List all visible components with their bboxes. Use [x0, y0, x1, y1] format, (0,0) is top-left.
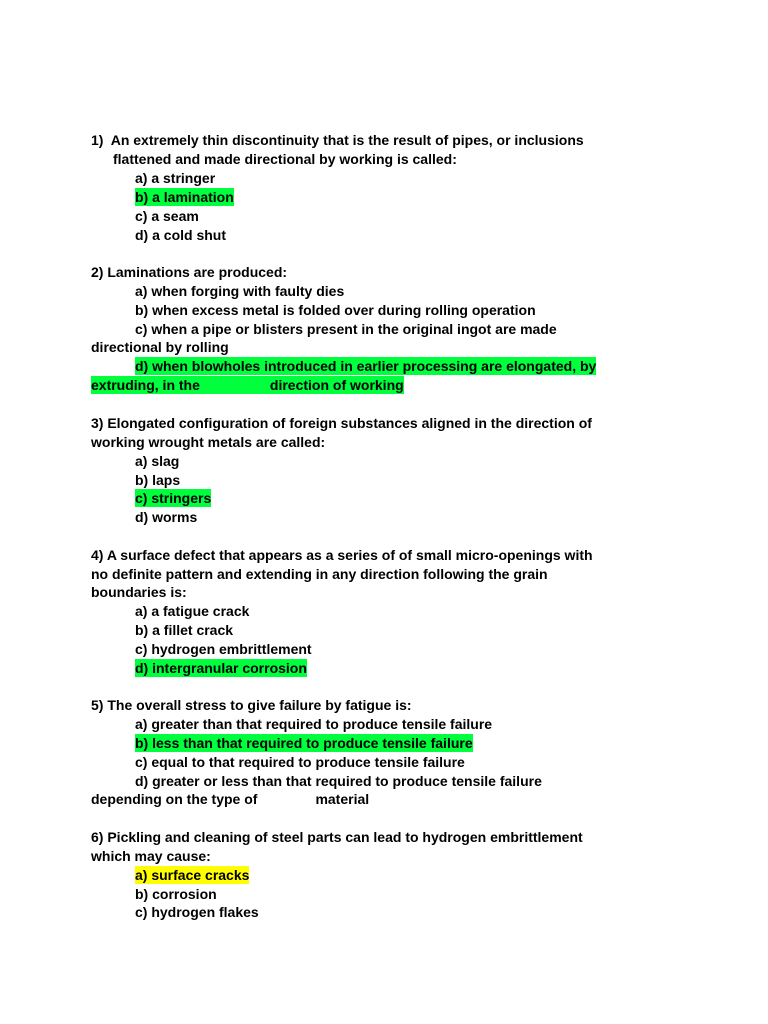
question-5-option-b-answer: b) less than that required to produce tensile failure	[135, 735, 473, 751]
question-4-option-b: b) a fillet crack	[135, 622, 234, 638]
question-3-text: 3) Elongated configuration of foreign substances aligned in the direction of	[91, 415, 592, 431]
question-5-option-d: d) greater or less than that required to produce tensile failure	[135, 773, 542, 789]
question-2-option-c: c) when a pipe or blisters present in the original ingot are made	[135, 321, 557, 337]
question-1-option-c: c) a seam	[135, 208, 199, 224]
question-3-option-a: a) slag	[135, 453, 180, 469]
question-3-text-cont: working wrought metals are called:	[91, 434, 326, 450]
question-6-option-b: b) corrosion	[135, 886, 217, 902]
question-1-option-a: a) a stringer	[135, 170, 216, 186]
question-4-option-c: c) hydrogen embrittlement	[135, 641, 312, 657]
question-5-option-a: a) greater than that required to produce tensile failure	[135, 716, 493, 732]
question-4-text: 4) A surface defect that appears as a series of of small micro-openings with	[91, 547, 593, 563]
question-2-option-d-cont-b: direction of working	[269, 377, 404, 393]
question-2-option-b: b) when excess metal is folded over during rolling operation	[135, 302, 536, 318]
question-1-option-d: d) a cold shut	[135, 227, 226, 243]
question-5-option-d-cont-b: material	[315, 791, 370, 807]
question-1-text: 1) An extremely thin discontinuity that is the result of pipes, or inclusions	[91, 132, 584, 148]
question-2-option-c-cont: directional by rolling	[91, 339, 229, 355]
question-4-text-cont-2: boundaries is:	[91, 584, 187, 600]
question-2-option-a: a) when forging with faulty dies	[135, 283, 345, 299]
question-5-option-d-cont	[91, 790, 369, 808]
question-5-option-c: c) equal to that required to produce tensile failure	[135, 754, 465, 770]
question-3-option-d: d) worms	[135, 509, 198, 525]
question-3-option-c-answer: c) stringers	[135, 490, 212, 506]
question-2-option-d-cont	[91, 376, 404, 394]
question-5-text: 5) The overall stress to give failure by fatigue is:	[91, 697, 412, 713]
question-5-option-d-cont-a: depending on the type of	[91, 791, 258, 807]
question-1-option-b-answer: b) a lamination	[135, 189, 234, 205]
question-6-text-cont: which may cause:	[91, 848, 211, 864]
question-2-option-d-answer: d) when blowholes introduced in earlier processing are elongated, by	[135, 358, 597, 374]
question-4-text-cont-1: no definite pattern and extending in any direction following the grain	[91, 566, 548, 582]
question-2-option-d-cont-a: extruding, in the	[91, 377, 200, 393]
question-4-option-a: a) a fatigue crack	[135, 603, 250, 619]
question-6-option-a-marked: a) surface cracks	[135, 867, 250, 883]
question-6-text: 6) Pickling and cleaning of steel parts can lead to hydrogen embrittlement	[91, 829, 583, 845]
question-3-option-b: b) laps	[135, 472, 181, 488]
question-1-text-cont: flattened and made directional by working is called:	[113, 151, 457, 167]
question-2-text: 2) Laminations are produced:	[91, 264, 288, 280]
question-4-option-d-answer: d) intergranular corrosion	[135, 660, 307, 676]
question-6-option-c: c) hydrogen flakes	[135, 904, 259, 920]
